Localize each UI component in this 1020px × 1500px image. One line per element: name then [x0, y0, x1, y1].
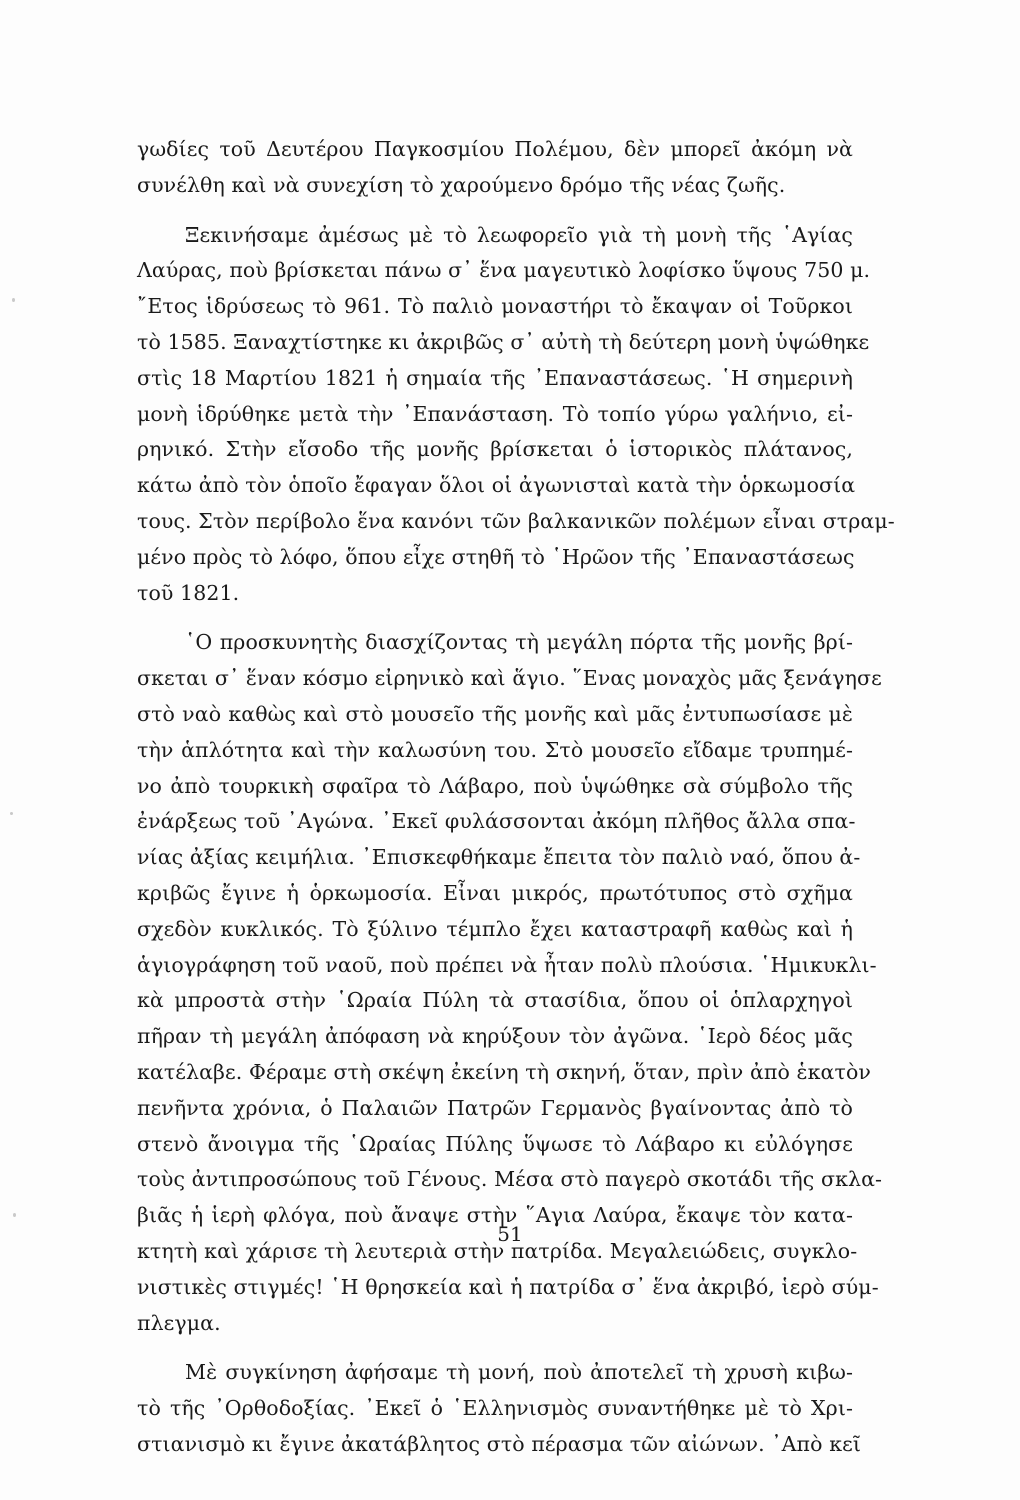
text-line: κτητὴ καὶ χάρισε τὴ λευτεριὰ στὴν πατρίδα. Μεγαλειώδεις, συγκλο-: [137, 1238, 858, 1263]
text-line: πλεγμα.: [137, 1310, 221, 1335]
paragraph-gap: [137, 611, 853, 625]
text-line: κατέλαβε. Φέραμε στὴ σκέψη ἐκείνη τὴ σκηνή, ὅταν, πρὶν ἀπὸ ἑκατὸν: [137, 1059, 871, 1084]
text-line: τὸ τῆς ᾽Ορθοδοξίας. ᾽Εκεῖ ὁ ῾Ελληνισμὸς συναντήθηκε μὲ τὸ Χρι-: [137, 1396, 853, 1421]
text-line: στιανισμὸ κι ἔγινε ἀκατάβλητος στὸ πέρασμα τῶν αἰώνων. ᾽Απὸ κεῖ: [137, 1431, 861, 1456]
body-text: [137, 132, 895, 1463]
text-line: μονὴ ἱδρύθηκε μετὰ τὴν ᾽Επανάσταση. Τὸ τοπίο γύρω γαλήνιο, εἰ-: [137, 401, 853, 426]
text-line: σχεδὸν κυκλικός. Τὸ ξύλινο τέμπλο ἔχει καταστραφῆ καθὼς καὶ ἡ: [137, 916, 853, 941]
paragraph: [137, 218, 895, 612]
text-line: νίας ἀξίας κειμήλια. ᾽Επισκεφθήκαμε ἔπειτα τὸν παλιὸ ναό, ὅπου ἀ-: [137, 845, 861, 870]
text-line: Ξεκινήσαμε ἀμέσως μὲ τὸ λεωφορεῖο γιὰ τὴ μονὴ τῆς ῾Αγίας: [185, 222, 853, 247]
text-line: συνέλθη καὶ νὰ συνεχίση τὸ χαρούμενο δρόμο τῆς νέας ζωῆς.: [137, 172, 786, 197]
text-line: ῎Ετος ἱδρύσεως τὸ 961. Τὸ παλιὸ μοναστήρι τὸ ἔκαψαν οἱ Τοῦρκοι: [137, 294, 853, 319]
text-line: τους. Στὸν περίβολο ἕνα κανόνι τῶν βαλκανικῶν πολέμων εἶναι στραμ-: [137, 508, 895, 533]
margin-speck: [12, 298, 15, 302]
text-line: τὸ 1585. Ξαναχτίστηκε κι ἀκριβῶς σ᾽ αὐτὴ τὴ δεύτερη μονὴ ὑψώθηκε: [137, 329, 870, 354]
text-line: τοὺς ἀντιπροσώπους τοῦ Γένους. Μέσα στὸ παγερὸ σκοτάδι τῆς σκλα-: [137, 1167, 883, 1192]
text-line: κάτω ἀπὸ τὸν ὁποῖο ἔφαγαν ὅλοι οἱ ἀγωνισταὶ κατὰ τὴν ὁρκωμοσία: [137, 473, 856, 498]
text-line: τὴν ἁπλότητα καὶ τὴν καλωσύνη του. Στὸ μουσεῖο εἴδαμε τρυπημέ-: [137, 737, 853, 762]
text-line: σκεται σ᾽ ἕναν κόσμο εἰρηνικὸ καὶ ἅγιο. ῞Ενας μοναχὸς μᾶς ξενάγησε: [137, 666, 882, 691]
text-line: ῾Ο προσκυνητὴς διασχίζοντας τὴ μεγάλη πόρτα τῆς μονῆς βρί-: [185, 630, 853, 655]
text-line: τοῦ 1821.: [137, 580, 240, 605]
text-line: πενῆντα χρόνια, ὁ Παλαιῶν Πατρῶν Γερμανὸς βγαίνοντας ἀπὸ τὸ: [137, 1095, 853, 1120]
text-line: πῆραν τὴ μεγάλη ἀπόφαση νὰ κηρύξουν τὸν ἀγῶνα. ῾Ιερὸ δέος μᾶς: [137, 1024, 853, 1049]
text-line: στὶς 18 Μαρτίου 1821 ἡ σημαία τῆς ᾽Επαναστάσεως. ῾Η σημερινὴ: [137, 365, 853, 390]
paragraph: [137, 132, 853, 204]
text-line: Μὲ συγκίνηση ἀφήσαμε τὴ μονή, ποὺ ἀποτελεῖ τὴ χρυσὴ κιβω-: [185, 1360, 853, 1385]
text-line: Λαύρας, ποὺ βρίσκεται πάνω σ᾽ ἕνα μαγευτικὸ λοφίσκο ὕψους 750 μ.: [137, 258, 871, 283]
paragraph: [137, 1355, 861, 1462]
paragraph-gap: [137, 204, 853, 218]
text-line: ἁγιογράφηση τοῦ ναοῦ, ποὺ πρέπει νὰ ἦταν πολὺ πλούσια. ῾Ημικυκλι-: [137, 952, 877, 977]
text-line: νιστικὲς στιγμές! ῾Η θρησκεία καὶ ἡ πατρίδα σ᾽ ἕνα ἀκριβό, ἱερὸ σύμ-: [137, 1274, 879, 1299]
text-line: κριβῶς ἔγινε ἡ ὁρκωμοσία. Εἶναι μικρός, πρωτότυπος στὸ σχῆμα: [137, 880, 853, 905]
page-number: 51: [497, 1222, 523, 1246]
text-line: ρηνικό. Στὴν εἴσοδο τῆς μονῆς βρίσκεται ὁ ἱστορικὸς πλάτανος,: [137, 437, 853, 462]
text-line: στενὸ ἄνοιγμα τῆς ῾Ωραίας Πύλης ὕψωσε τὸ Λάβαρο κι εὐλόγησε: [137, 1131, 853, 1156]
text-line: κὰ μπροστὰ στὴν ῾Ωραία Πύλη τὰ στασίδια, ὅπου οἱ ὁπλαρχηγοὶ: [137, 988, 853, 1013]
margin-speck: [10, 812, 13, 815]
margin-speck: [13, 1213, 16, 1217]
text-line: βιᾶς ἡ ἱερὴ φλόγα, ποὺ ἄναψε στὴν ῞Αγια Λαύρα, ἔκαψε τὸν κατα-: [137, 1203, 853, 1228]
text-line: γωδίες τοῦ Δευτέρου Παγκοσμίου Πολέμου, δὲν μπορεῖ ἀκόμη νὰ: [137, 137, 853, 161]
text-line: ἐνάρξεως τοῦ ᾽Αγώνα. ᾽Εκεῖ φυλάσσονται ἀκόμη πλῆθος ἄλλα σπα-: [137, 809, 856, 834]
text-line: στὸ ναὸ καθὼς καὶ στὸ μουσεῖο τῆς μονῆς καὶ μᾶς ἐντυπωσίασε μὲ: [137, 701, 853, 726]
text-line: μένο πρὸς τὸ λόφο, ὅπου εἶχε στηθῆ τὸ ῾Ηρῶον τῆς ᾽Επαναστάσεως: [137, 544, 855, 569]
text-line: νο ἀπὸ τουρκικὴ σφαῖρα τὸ Λάβαρο, ποὺ ὑψώθηκε σὰ σύμβολο τῆς: [137, 773, 853, 798]
paragraph-gap: [137, 1341, 853, 1355]
